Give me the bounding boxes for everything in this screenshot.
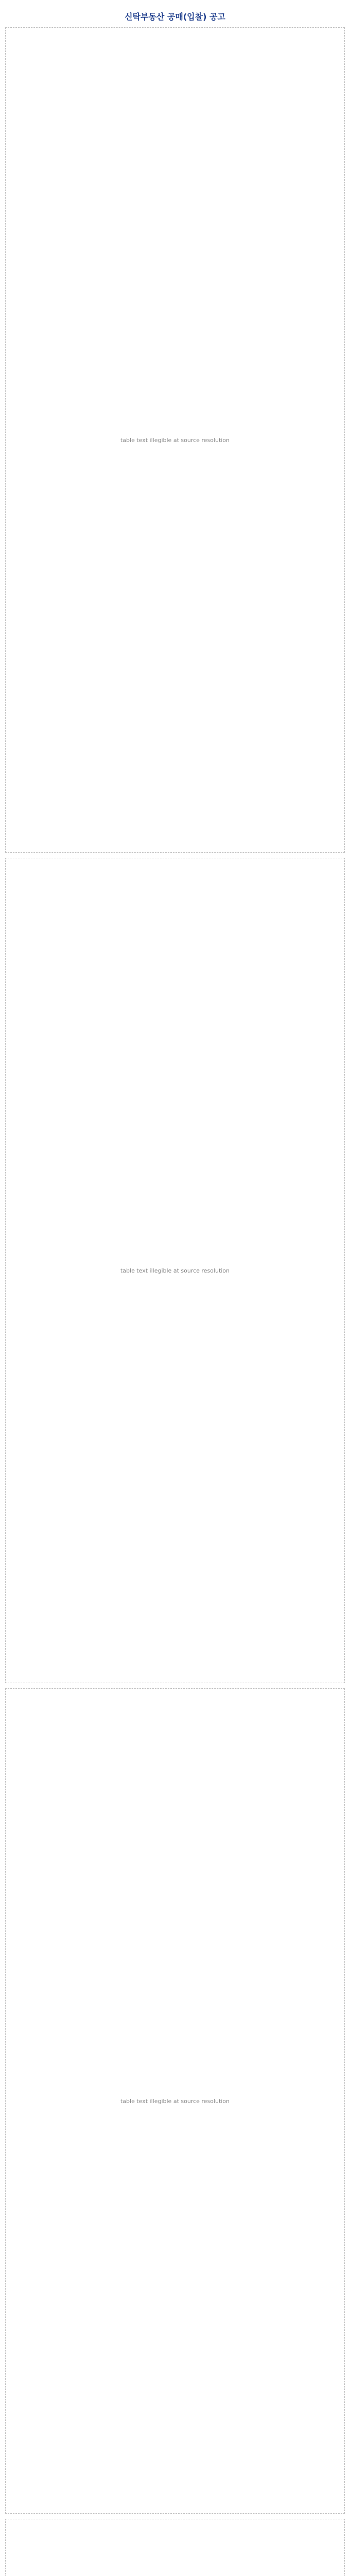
- notice-section: [5, 2519, 345, 2576]
- property-table-1: table text illegible at source resolution: [5, 27, 345, 853]
- property-section-3: [5, 1688, 345, 2514]
- notice-body: [5, 2519, 345, 2576]
- property-section-2: [5, 858, 345, 1683]
- document-page: [5, 0, 345, 2576]
- property-table-2: table text illegible at source resolution: [5, 858, 345, 1683]
- document-title: 신탁부동산 공매(입찰) 공고: [125, 12, 225, 22]
- property-section-1: [5, 27, 345, 853]
- property-table-3: table text illegible at source resolution: [5, 1688, 345, 2514]
